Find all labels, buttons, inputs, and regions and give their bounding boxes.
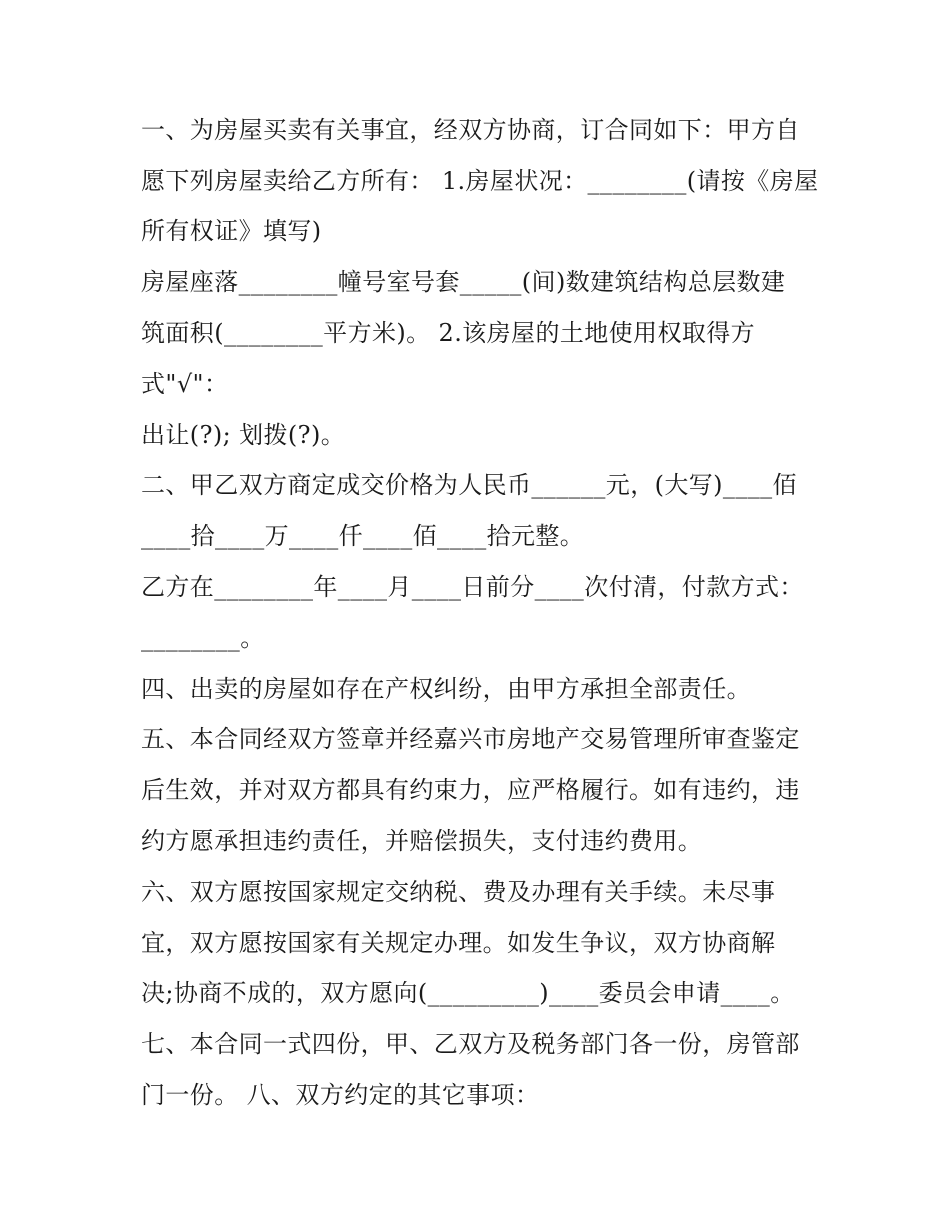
text-line-5: 筑面积(________平方米)。 2.该房屋的土地使用权取得方 <box>141 319 756 347</box>
text-line-19: 七、本合同一式四份，甲、乙双方及税务部门各一份，房管部 <box>141 1030 800 1058</box>
text-line-1: 一、为房屋买卖有关事宜，经双方协商，订合同如下：甲方自 <box>141 116 800 144</box>
text-line-7: 出让(?); 划拨(?)。 <box>141 421 346 449</box>
text-line-3: 所有权证》填写) <box>141 217 322 245</box>
text-line-9: ____拾____万____仟____佰____拾元整。 <box>141 522 585 550</box>
text-line-11: ________。 <box>141 624 265 652</box>
text-line-16: 六、双方愿按国家规定交纳税、费及办理有关手续。未尽事 <box>141 878 776 906</box>
text-line-17: 宜，双方愿按国家有关规定办理。如发生争议，双方协商解 <box>141 929 776 957</box>
text-line-18: 决;协商不成的，双方愿向(_________)____委员会申请____。 <box>141 979 795 1007</box>
text-line-6: 式"√"： <box>141 370 229 398</box>
text-line-10: 乙方在________年____月____日前分____次付清，付款方式： <box>141 573 804 601</box>
text-line-4: 房屋座落________幢号室号套_____(间)数建筑结构总层数建 <box>141 268 786 296</box>
text-line-8: 二、甲乙双方商定成交价格为人民币______元，(大写)____佰 <box>141 471 797 499</box>
text-line-13: 五、本合同经双方签章并经嘉兴市房地产交易管理所审查鉴定 <box>141 725 800 753</box>
text-line-12: 四、出卖的房屋如存在产权纠纷，由甲方承担全部责任。 <box>141 675 751 703</box>
text-line-14: 后生效，并对双方都具有约束力，应严格履行。如有违约，违 <box>141 776 800 804</box>
text-line-2: 愿下列房屋卖给乙方所有： 1.房屋状况：________(请按《房屋 <box>141 167 819 195</box>
text-line-20: 门一份。 八、双方约定的其它事项： <box>141 1081 540 1109</box>
text-line-15: 约方愿承担违约责任，并赔偿损失，支付违约费用。 <box>141 827 703 855</box>
